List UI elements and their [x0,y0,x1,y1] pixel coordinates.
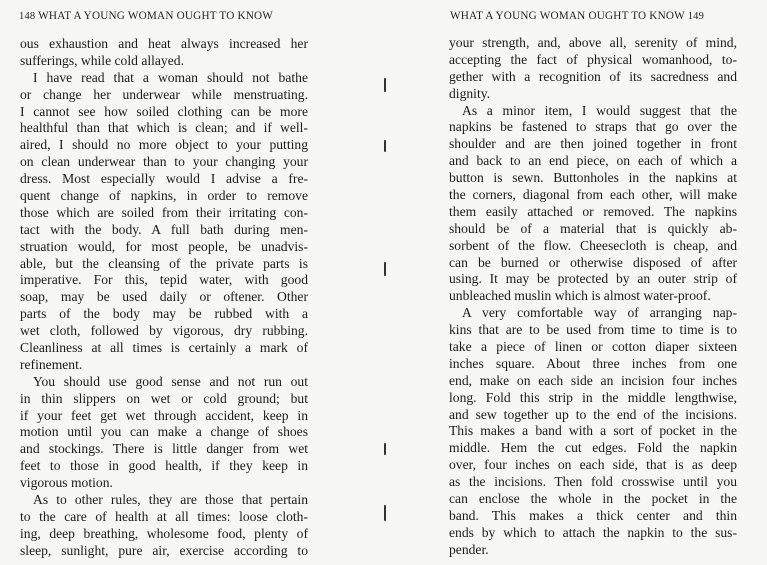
text-line: sleep, sunlight, pure air, exercise according to [20,542,308,558]
text-line: band. This makes a thick center and thin [449,507,737,523]
text-line: button is sewn. Buttonholes in the napkins at [449,170,737,186]
text-line: I have read that a woman should not bathe [33,69,308,85]
text-line: them easily attached or removed. The napkins [449,203,737,219]
text-line: refinement. [20,356,83,372]
text-line: kins that are to be used from time to time is to [449,322,737,338]
left-page-body [20,36,308,560]
text-line: pender. [449,541,489,557]
text-line: motion until you can make a change of shoes [20,424,308,440]
page-number: 148 [19,11,36,22]
text-line: imperative. For this, tepid water, with good [20,272,308,288]
text-line: tact with the body. A full bath during men- [20,221,308,237]
text-line: Cleanliness at all times is certainly a mark of [20,340,308,356]
text-line: ing, deep breathing, wholesome food, plenty of [20,525,308,541]
text-line: dignity. [449,85,491,101]
text-line: on clean underwear than to your changing your [20,154,308,170]
text-line: inches square. About three inches from one [449,355,737,371]
text-line: healthful than that which is clean; and if well- [20,120,308,136]
text-line: As to other rules, they are those that pertain [33,492,308,508]
binding-stitch-mark [384,262,386,276]
text-line: unbleached muslin which is almost water-proof. [449,288,711,304]
text-line: can enclose the whole in the pocket in the [449,491,737,507]
text-line: ous exhaustion and heat always increased her [20,36,308,51]
right-page-body [449,35,737,559]
page-number: 149 [687,11,705,22]
text-line: soap, may be used daily or oftener. Other [20,289,308,305]
right-page [384,0,767,565]
text-line: sorbent of the flow. Cheesecloth is cheap, and [449,237,737,253]
text-line: gether with a recognition of its sacredness and [449,68,737,84]
text-line: those which are soiled from their irritating con- [20,204,308,220]
text-line: if your feet get wet through accident, keep in [20,407,308,423]
text-line: wet cloth, followed by vigorous, dry rubbing. [20,323,308,339]
text-line: middle. Hem the cut edges. Fold the napkin [449,440,737,456]
running-title: WHAT A YOUNG WOMAN OUGHT TO KNOW [450,10,685,22]
text-line: accepting the fact of physical womanhood, to- [449,51,737,67]
text-line: end, make on each side an incision four inches [449,372,737,388]
text-line: This makes a band with a sort of pocket in the [449,423,737,439]
text-line: in thin slippers on wet or cold ground; but [20,390,308,406]
text-line: vigorous motion. [20,475,113,491]
right-running-head [450,10,704,22]
text-line: or change her underwear while menstruating. [20,86,308,102]
text-line: ends by which to attach the napkin to the sus- [449,524,737,540]
running-title: WHAT A YOUNG WOMAN OUGHT TO KNOW [38,10,274,22]
text-line: A very comfortable way of arranging nap- [462,305,737,321]
text-line: and back to an end piece, on each of which a [449,153,737,169]
text-line: aired, I should no more object to your putting [20,137,308,153]
text-line: napkins be fastened to straps that go over the [449,119,737,135]
text-line: You should use good sense and not run out [33,373,308,389]
text-line: I cannot see how soiled clothing can be more [20,103,308,119]
text-line: dress. Most especially would I advise a fre- [20,171,308,187]
text-line: over, four inches on each side, that is as deep [449,457,737,473]
text-line: can be burned or otherwise disposed of after [449,254,737,270]
binding-stitch-mark [384,140,386,152]
text-line: to the care of health at all times: loose cloth- [20,508,308,524]
text-line: struation would, for most people, be unadvis- [20,238,308,254]
binding-stitch-mark [384,505,386,521]
text-line: your strength, and, above all, serenity of mind, [449,35,737,50]
text-line: and sew together up to the end of the incisions. [449,406,737,422]
binding-stitch-mark [384,443,386,455]
text-line: and stockings. There is little danger from wet [20,441,308,457]
text-line: long. Fold this strip in the middle lengthwise, [449,389,737,405]
text-line: the corners, diagonal from each other, will make [449,187,737,203]
text-line: take a piece of linen or cotton diaper sixteen [449,339,737,355]
left-running-head [19,10,273,22]
text-line: should be of a material that is quickly ab- [449,220,737,236]
text-line: using. It may be protected by an outer strip of [449,271,737,287]
text-line: parts of the body may be rubbed with a [20,306,308,322]
text-line: As a minor item, I would suggest that the [462,102,737,118]
text-line: sufferings, while cold allayed. [20,52,184,68]
text-line: feet to those in good health, if they keep in [20,458,308,474]
text-line: as the incisions. Then fold crosswise until you [449,474,737,490]
binding-stitch-mark [384,78,386,92]
text-line: able, but the cleansing of the private parts is [20,255,308,271]
text-line: quent change of napkins, in order to remove [20,188,308,204]
text-line: shoulder and are then joined together in front [449,136,737,152]
